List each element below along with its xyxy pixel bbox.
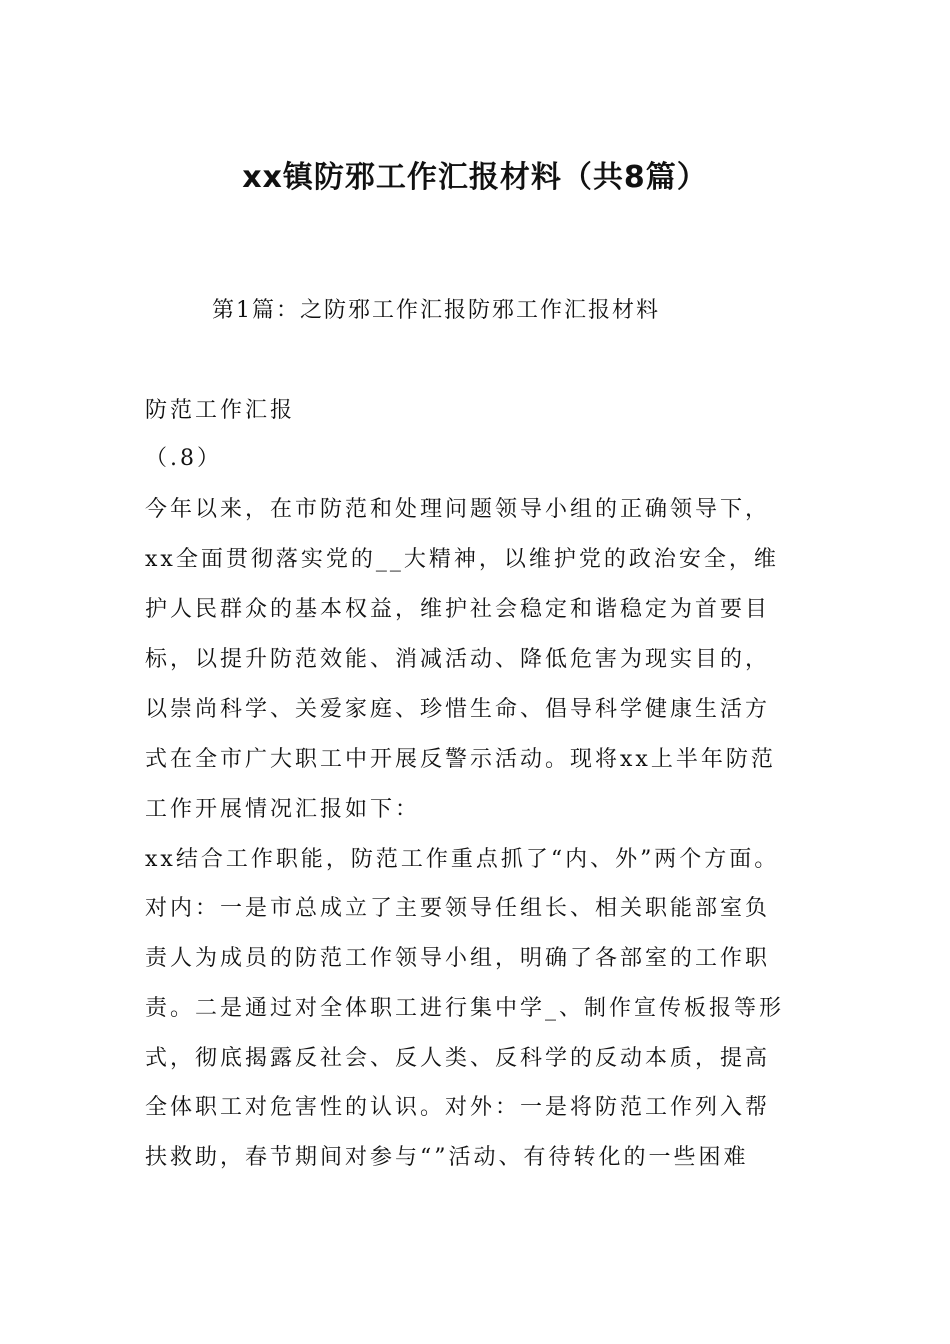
body-line: 责人为成员的防范工作领导小组，明确了各部室的工作职 (145, 946, 771, 971)
body-line: 式，彻底揭露反社会、反人类、反科学的反动本质，提高 (145, 1046, 771, 1071)
body-line: 责。二是通过对全体职工进行集中学_、制作宣传板报等形 (145, 996, 785, 1021)
body-line: 对内：一是市总成立了主要领导任组长、相关职能部室负 (145, 896, 771, 921)
body-line: 护人民群众的基本权益，维护社会稳定和谐稳定为首要目 (145, 597, 771, 622)
body-line: 扶救助，春节期间对参与“”活动、有待转化的一些困难 (145, 1145, 749, 1170)
body-line: xx全面贯彻落实党的__大精神，以维护党的政治安全，维 (145, 547, 779, 572)
body-line: 今年以来，在市防范和处理问题领导小组的正确领导下， (145, 497, 771, 522)
section-heading: 第1篇：之防邪工作汇报防邪工作汇报材料 (212, 298, 660, 323)
body-line: xx结合工作职能，防范工作重点抓了“内、外”两个方面。 (145, 847, 780, 872)
subheading: 防范工作汇报 (145, 398, 296, 423)
body-line: 以崇尚科学、关爱家庭、珍惜生命、倡导科学健康生活方 (145, 697, 771, 722)
body-line: 全体职工对危害性的认识。对外：一是将防范工作列入帮 (145, 1095, 771, 1120)
document-title: xx镇防邪工作汇报材料（共8篇） (242, 160, 708, 195)
body-line: 标，以提升防范效能、消减活动、降低危害为现实目的， (145, 647, 771, 672)
body-line: 工作开展情况汇报如下： (145, 797, 421, 822)
date-note: （.8） (145, 446, 222, 471)
body-line: 式在全市广大职工中开展反警示活动。现将xx上半年防范 (145, 747, 776, 772)
